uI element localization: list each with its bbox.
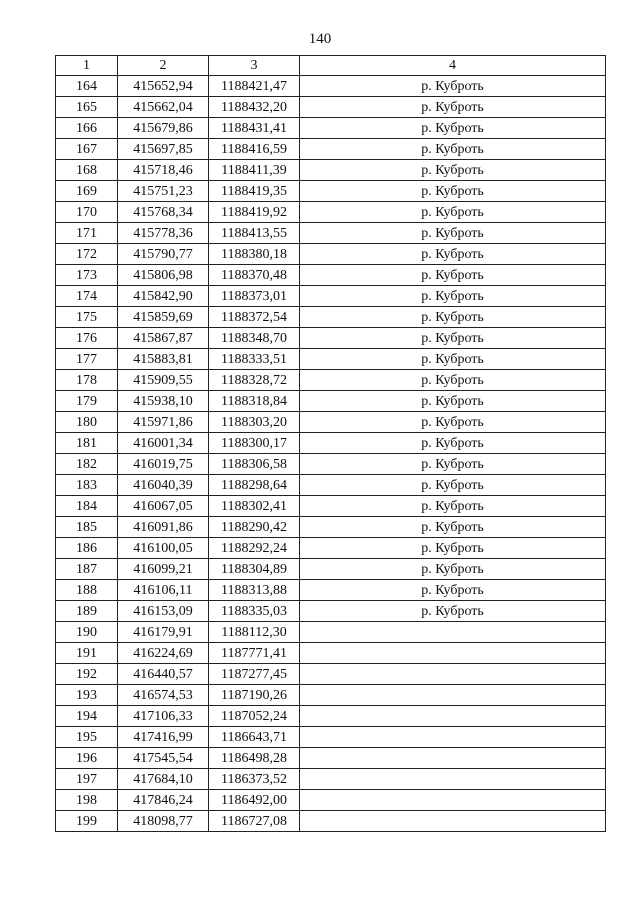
header-cell-3: 3	[209, 56, 300, 76]
header-cell-2: 2	[118, 56, 209, 76]
point-number-cell: 198	[56, 790, 118, 811]
x-coordinate-cell: 415679,86	[118, 118, 209, 139]
y-coordinate-cell: 1188373,01	[209, 286, 300, 307]
description-cell: р. Куброть	[300, 307, 606, 328]
y-coordinate-cell: 1188421,47	[209, 76, 300, 97]
table-row	[56, 181, 606, 202]
x-coordinate-cell: 415718,46	[118, 160, 209, 181]
y-coordinate-cell: 1188431,41	[209, 118, 300, 139]
table-row	[56, 748, 606, 769]
point-number-cell: 179	[56, 391, 118, 412]
description-cell: р. Куброть	[300, 202, 606, 223]
point-number-cell: 167	[56, 139, 118, 160]
point-number-cell: 199	[56, 811, 118, 832]
table-row	[56, 118, 606, 139]
x-coordinate-cell: 415652,94	[118, 76, 209, 97]
y-coordinate-cell: 1188419,92	[209, 202, 300, 223]
table-row	[56, 664, 606, 685]
point-number-cell: 168	[56, 160, 118, 181]
y-coordinate-cell: 1188333,51	[209, 349, 300, 370]
point-number-cell: 181	[56, 433, 118, 454]
description-cell: р. Куброть	[300, 370, 606, 391]
description-cell: р. Куброть	[300, 244, 606, 265]
y-coordinate-cell: 1188348,70	[209, 328, 300, 349]
description-cell: р. Куброть	[300, 328, 606, 349]
table-row	[56, 706, 606, 727]
x-coordinate-cell: 416091,86	[118, 517, 209, 538]
x-coordinate-cell: 415842,90	[118, 286, 209, 307]
x-coordinate-cell: 416153,09	[118, 601, 209, 622]
x-coordinate-cell: 416040,39	[118, 475, 209, 496]
x-coordinate-cell: 415909,55	[118, 370, 209, 391]
page-number: 140	[308, 31, 332, 47]
y-coordinate-cell: 1188432,20	[209, 97, 300, 118]
table-row	[56, 433, 606, 454]
x-coordinate-cell: 415751,23	[118, 181, 209, 202]
table-row	[56, 643, 606, 664]
point-number-cell: 197	[56, 769, 118, 790]
point-number-cell: 169	[56, 181, 118, 202]
point-number-cell: 176	[56, 328, 118, 349]
table-row	[56, 349, 606, 370]
y-coordinate-cell: 1187190,26	[209, 685, 300, 706]
y-coordinate-cell: 1188380,18	[209, 244, 300, 265]
point-number-cell: 170	[56, 202, 118, 223]
description-cell: р. Куброть	[300, 412, 606, 433]
description-cell: р. Куброть	[300, 160, 606, 181]
y-coordinate-cell: 1188335,03	[209, 601, 300, 622]
table-row	[56, 769, 606, 790]
point-number-cell: 191	[56, 643, 118, 664]
table-row	[56, 307, 606, 328]
x-coordinate-cell: 415883,81	[118, 349, 209, 370]
x-coordinate-cell: 416067,05	[118, 496, 209, 517]
description-cell: р. Куброть	[300, 538, 606, 559]
table-row	[56, 286, 606, 307]
point-number-cell: 178	[56, 370, 118, 391]
x-coordinate-cell: 417106,33	[118, 706, 209, 727]
description-cell: р. Куброть	[300, 223, 606, 244]
description-cell: р. Куброть	[300, 475, 606, 496]
table-row	[56, 790, 606, 811]
description-cell	[300, 622, 606, 643]
y-coordinate-cell: 1186727,08	[209, 811, 300, 832]
y-coordinate-cell: 1186373,52	[209, 769, 300, 790]
y-coordinate-cell: 1188298,64	[209, 475, 300, 496]
point-number-cell: 166	[56, 118, 118, 139]
x-coordinate-cell: 416001,34	[118, 433, 209, 454]
table-row	[56, 811, 606, 832]
description-cell: р. Куброть	[300, 517, 606, 538]
y-coordinate-cell: 1187052,24	[209, 706, 300, 727]
y-coordinate-cell: 1188413,55	[209, 223, 300, 244]
description-cell	[300, 664, 606, 685]
x-coordinate-cell: 416019,75	[118, 454, 209, 475]
description-cell: р. Куброть	[300, 76, 606, 97]
point-number-cell: 196	[56, 748, 118, 769]
description-cell: р. Куброть	[300, 559, 606, 580]
table-row	[56, 370, 606, 391]
description-cell	[300, 769, 606, 790]
description-cell: р. Куброть	[300, 265, 606, 286]
point-number-cell: 164	[56, 76, 118, 97]
point-number-cell: 190	[56, 622, 118, 643]
point-number-cell: 186	[56, 538, 118, 559]
y-coordinate-cell: 1186643,71	[209, 727, 300, 748]
table-row	[56, 223, 606, 244]
description-cell	[300, 706, 606, 727]
y-coordinate-cell: 1187277,45	[209, 664, 300, 685]
x-coordinate-cell: 415859,69	[118, 307, 209, 328]
coordinates-table	[55, 55, 606, 832]
x-coordinate-cell: 415938,10	[118, 391, 209, 412]
x-coordinate-cell: 415778,36	[118, 223, 209, 244]
header-cell-4: 4	[300, 56, 606, 76]
description-cell	[300, 685, 606, 706]
table-row	[56, 454, 606, 475]
description-cell	[300, 727, 606, 748]
y-coordinate-cell: 1188302,41	[209, 496, 300, 517]
x-coordinate-cell: 415806,98	[118, 265, 209, 286]
x-coordinate-cell: 418098,77	[118, 811, 209, 832]
x-coordinate-cell: 416224,69	[118, 643, 209, 664]
x-coordinate-cell: 415697,85	[118, 139, 209, 160]
description-cell: р. Куброть	[300, 454, 606, 475]
y-coordinate-cell: 1188419,35	[209, 181, 300, 202]
y-coordinate-cell: 1188411,39	[209, 160, 300, 181]
x-coordinate-cell: 415662,04	[118, 97, 209, 118]
table-row	[56, 559, 606, 580]
x-coordinate-cell: 417846,24	[118, 790, 209, 811]
point-number-cell: 187	[56, 559, 118, 580]
description-cell: р. Куброть	[300, 286, 606, 307]
table-row	[56, 265, 606, 286]
y-coordinate-cell: 1188290,42	[209, 517, 300, 538]
y-coordinate-cell: 1188306,58	[209, 454, 300, 475]
table-header	[56, 56, 606, 76]
x-coordinate-cell: 416100,05	[118, 538, 209, 559]
point-number-cell: 175	[56, 307, 118, 328]
x-coordinate-cell: 416106,11	[118, 580, 209, 601]
y-coordinate-cell: 1188372,54	[209, 307, 300, 328]
table-row	[56, 580, 606, 601]
point-number-cell: 195	[56, 727, 118, 748]
description-cell: р. Куброть	[300, 496, 606, 517]
point-number-cell: 177	[56, 349, 118, 370]
y-coordinate-cell: 1188313,88	[209, 580, 300, 601]
description-cell: р. Куброть	[300, 118, 606, 139]
table-row	[56, 97, 606, 118]
table-row	[56, 538, 606, 559]
description-cell	[300, 790, 606, 811]
description-cell	[300, 748, 606, 769]
point-number-cell: 182	[56, 454, 118, 475]
x-coordinate-cell: 415971,86	[118, 412, 209, 433]
description-cell: р. Куброть	[300, 349, 606, 370]
y-coordinate-cell: 1188416,59	[209, 139, 300, 160]
point-number-cell: 173	[56, 265, 118, 286]
table-row	[56, 160, 606, 181]
description-cell: р. Куброть	[300, 97, 606, 118]
description-cell: р. Куброть	[300, 139, 606, 160]
point-number-cell: 193	[56, 685, 118, 706]
x-coordinate-cell: 415867,87	[118, 328, 209, 349]
x-coordinate-cell: 415768,34	[118, 202, 209, 223]
table-row	[56, 328, 606, 349]
y-coordinate-cell: 1188303,20	[209, 412, 300, 433]
table-row	[56, 139, 606, 160]
y-coordinate-cell: 1187771,41	[209, 643, 300, 664]
x-coordinate-cell: 416099,21	[118, 559, 209, 580]
description-cell	[300, 811, 606, 832]
table-row	[56, 202, 606, 223]
point-number-cell: 171	[56, 223, 118, 244]
point-number-cell: 184	[56, 496, 118, 517]
description-cell: р. Куброть	[300, 601, 606, 622]
point-number-cell: 183	[56, 475, 118, 496]
point-number-cell: 185	[56, 517, 118, 538]
point-number-cell: 188	[56, 580, 118, 601]
table-row	[56, 622, 606, 643]
table-row	[56, 412, 606, 433]
y-coordinate-cell: 1188328,72	[209, 370, 300, 391]
x-coordinate-cell: 417416,99	[118, 727, 209, 748]
table-body	[56, 76, 606, 832]
header-cell-1: 1	[56, 56, 118, 76]
point-number-cell: 192	[56, 664, 118, 685]
y-coordinate-cell: 1188300,17	[209, 433, 300, 454]
table-row	[56, 601, 606, 622]
point-number-cell: 189	[56, 601, 118, 622]
point-number-cell: 165	[56, 97, 118, 118]
table-row	[56, 517, 606, 538]
y-coordinate-cell: 1188112,30	[209, 622, 300, 643]
point-number-cell: 174	[56, 286, 118, 307]
x-coordinate-cell: 417545,54	[118, 748, 209, 769]
point-number-cell: 172	[56, 244, 118, 265]
y-coordinate-cell: 1188292,24	[209, 538, 300, 559]
table-row	[56, 76, 606, 97]
description-cell: р. Куброть	[300, 181, 606, 202]
y-coordinate-cell: 1186492,00	[209, 790, 300, 811]
x-coordinate-cell: 416574,53	[118, 685, 209, 706]
table-row	[56, 727, 606, 748]
table-row	[56, 496, 606, 517]
table-row	[56, 391, 606, 412]
description-cell: р. Куброть	[300, 433, 606, 454]
description-cell: р. Куброть	[300, 391, 606, 412]
table-row	[56, 685, 606, 706]
table-row	[56, 244, 606, 265]
y-coordinate-cell: 1188304,89	[209, 559, 300, 580]
table-row	[56, 475, 606, 496]
y-coordinate-cell: 1188370,48	[209, 265, 300, 286]
description-cell: р. Куброть	[300, 580, 606, 601]
description-cell	[300, 643, 606, 664]
y-coordinate-cell: 1188318,84	[209, 391, 300, 412]
x-coordinate-cell: 417684,10	[118, 769, 209, 790]
y-coordinate-cell: 1186498,28	[209, 748, 300, 769]
header-row	[56, 56, 606, 76]
point-number-cell: 194	[56, 706, 118, 727]
point-number-cell: 180	[56, 412, 118, 433]
x-coordinate-cell: 416179,91	[118, 622, 209, 643]
x-coordinate-cell: 416440,57	[118, 664, 209, 685]
x-coordinate-cell: 415790,77	[118, 244, 209, 265]
